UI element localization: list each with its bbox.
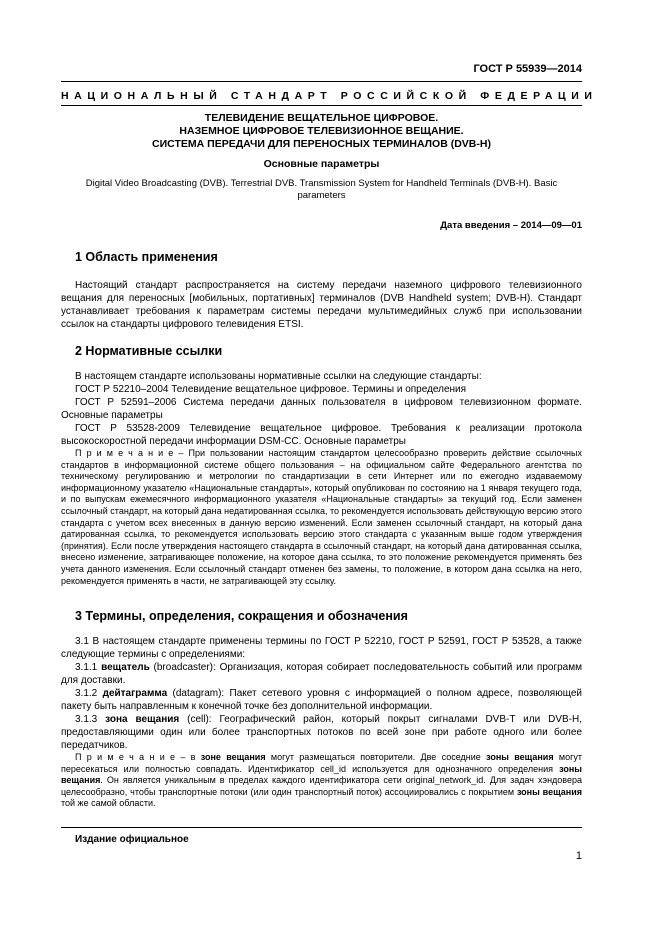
section-2-heading: 2 Нормативные ссылки — [75, 344, 223, 358]
term-name: зона вещания — [105, 714, 180, 725]
term-definition: (broadcaster): Организация, которая собирает последовательность событий или программ для доставки. — [61, 662, 582, 686]
note-label: П р и м е ч а н и е — [75, 752, 176, 762]
title-line-1: ТЕЛЕВИДЕНИЕ ВЕЩАТЕЛЬНОЕ ЦИФРОВОЕ. — [204, 112, 439, 124]
title-line-2: НАЗЕМНОЕ ЦИФРОВОЕ ТЕЛЕВИЗИОННОЕ ВЕЩАНИЕ. — [179, 125, 464, 137]
title-line-3: СИСТЕМА ПЕРЕДАЧИ ДЛЯ ПЕРЕНОСНЫХ ТЕРМИНАЛОВ (DVB-H) — [152, 138, 491, 150]
section-1-heading: 1 Область применения — [75, 250, 218, 264]
section-3-heading: 3 Термины, определения, сокращения и обозначения — [75, 609, 408, 623]
term-definition: (cell): Географический район, который покрыт сигналами DVB-T или DVB-H, предоставляющими один или более транспортных потоков по всей зоне при работе одного или более передатчиков. — [61, 714, 582, 751]
reference-gost-52591: ГОСТ Р 52591–2006 Система передачи данных пользователя в цифровом телевизионном формате. Основные параметры — [61, 397, 582, 421]
subtitle: Основные параметры — [263, 158, 380, 170]
term-definition: (datagram): Пакет сетевого уровня с информацией о полном адресе, позволяющей пакету быть направленным к конечной точке без дополнительной информации. — [61, 688, 582, 712]
national-standard-heading: НАЦИОНАЛЬНЫЙ СТАНДАРТ РОССИЙСКОЙ ФЕДЕРАЦИИ — [61, 90, 598, 102]
section-2-intro: В настоящем стандарте использованы нормативные ссылки на следующие стандарты: — [75, 371, 482, 382]
term-cell — [61, 713, 582, 752]
term-name: вещатель — [101, 662, 150, 673]
term-name: дейтаграмма — [102, 688, 168, 699]
term-datagram — [61, 687, 582, 713]
term-number: 3.1.2 — [75, 688, 103, 699]
reference-gost-52210: ГОСТ Р 52210–2004 Телевидение вещательное цифровое. Термины и определения — [75, 384, 467, 395]
term-number: 3.1.3 — [75, 714, 106, 725]
document-number: ГОСТ Р 55939—2014 — [473, 63, 582, 75]
english-title: Digital Video Broadcasting (DVB). Terrestrial DVB. Transmission System for Handheld Terminals (DVB-H). Basic parameters — [85, 178, 558, 201]
header-rule — [61, 81, 582, 82]
introduction-date: Дата введения – 2014—09—01 — [440, 220, 582, 231]
section-1-text: Настоящий стандарт распространяется на систему передачи наземного цифрового телевизионного вещания для переносных [мобильных, портативных] терминалов (DVB Handheld system; DVB-H). Стандарт устанавливает требования к параметрам системы передачи мультимедийных служб при использовании ссылок на стандарты цифрового телевидения ETSI. — [61, 280, 582, 330]
term-number: 3.1.1 — [75, 662, 102, 673]
note-text: – При пользовании настоящим стандартом целесообразно проверить действие ссылочных стандартов в информационной системе общего пользования – на официальном сайте Федерального агентства по техническому регулированию и метрологии по стандартизации в сети Интернет или по ежегодно издаваемому информационному указателю «Национальные стандарты», который опубликован по состоянию на 1 января текущего года, и по выпускам ежемесячного информационного указателя «Национальные стандарты» за текущий год. Если заменен ссылочный стандарт, на который дана недатированная ссылка, то рекомендуется использовать действующую версию этого стандарта с учетом всех внесенных в данную версию изменений. Если заменен ссылочный стандарт, на который дана датированная ссылка, то рекомендуется использовать версию этого стандарта с указанным выше годом утверждения (принятия). Если после утверждения настоящего стандарта в ссылочный стандарт, на который дана датированная ссылка, внесено изменение, затрагивающее положение, на которое дана ссылка, то это положение рекомендуется применять без учета данного изменения. Если ссылочный стандарт отменен без замены, то положение, в котором дана ссылка на него, рекомендуется применять в части, не затрагивающей эту ссылку. — [61, 448, 582, 586]
official-edition-label: Издание официальное — [75, 834, 189, 845]
note-label: П р и м е ч а н и е — [75, 448, 174, 458]
section-2-note — [61, 448, 582, 587]
term-broadcaster — [61, 661, 582, 687]
reference-gost-53528: ГОСТ Р 53528-2009 Телевидение вещательное цифровое. Требования к реализации протокола высокоскоростной передачи информации DSM-CC. Основные параметры — [61, 423, 582, 447]
footer-rule — [61, 827, 582, 828]
header-rule-bottom — [61, 105, 582, 106]
section-3-note: П р и м е ч а н и е – в зоне вещания могут размещаться повторители. Две соседние зоны вещания могут пересекаться или полностью совпадать. Идентификатор cell_id используется для однозначного определения зоны вещания. Он является уникальным в пределах каждого идентификатора сети original_network_id. Для задач хэндовера целесообразно, чтобы транспортные потоки (или один транспортный поток) ассоциировались с покрытием зоны вещания той же самой области. — [61, 752, 582, 809]
section-3-intro: 3.1 В настоящем стандарте применены термины по ГОСТ Р 52210, ГОСТ Р 52591, ГОСТ Р 53528, а также следующие термины с определениями: — [61, 636, 582, 660]
page-number: 1 — [575, 850, 582, 862]
